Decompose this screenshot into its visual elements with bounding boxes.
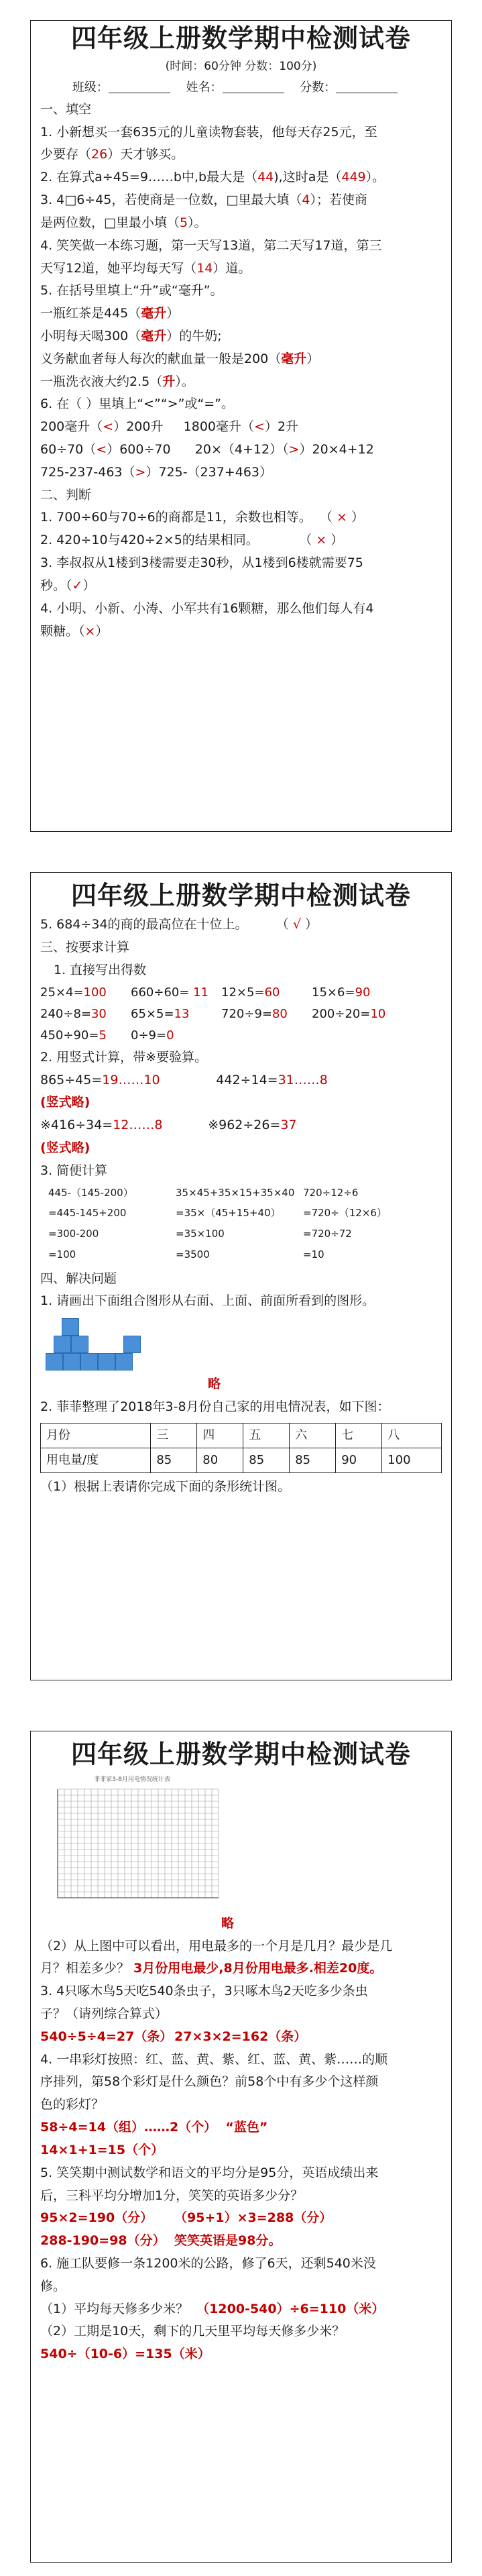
q6-part-2: （2）工期是10天，剩下的几天里平均每天修多少米？ bbox=[40, 2324, 345, 2339]
calc-item: 0÷9=0 bbox=[131, 1028, 174, 1042]
judge-2-answer: × bbox=[316, 533, 327, 548]
q6-row-c: 725-237-463（>）725-（237+463） bbox=[40, 464, 273, 480]
calc-item: 200÷20=10 bbox=[312, 1006, 386, 1021]
q5-item-c: 义务献血者每人每次的献血量一般是200（毫升） bbox=[40, 351, 320, 366]
judge-3-answer: ✓ bbox=[72, 578, 83, 593]
name-label: 姓名： bbox=[186, 80, 223, 95]
calc-item: 65×5=13 bbox=[131, 1006, 190, 1021]
q6-row-b: 60÷70（<）600÷70 20×（4+12）（>）20×4+12 bbox=[40, 442, 374, 457]
q5-line-b: 后，三科平均分增加1分，笑笑的英语多少分？ bbox=[40, 2188, 304, 2203]
q6-part-1: （1）平均每天修多少米？ （1200-540）÷6=110（米） bbox=[40, 2301, 385, 2316]
q2-answer: 3月份用电最少,8月份用电最多.相差20度。 bbox=[133, 1961, 383, 1976]
calc-item: 15×6=90 bbox=[312, 985, 371, 1000]
q3-answer-2: 5 bbox=[179, 215, 188, 230]
vertical-calc-heading: 2. 用竖式计算，带※要验算。 bbox=[40, 1049, 208, 1065]
chart-grid bbox=[42, 1784, 223, 1904]
simple-calc-step: =3500 bbox=[176, 1248, 210, 1260]
vertical-row-1: 865÷45=19……10 442÷14=31……8 bbox=[40, 1072, 328, 1087]
simple-calc-step: =10 bbox=[303, 1248, 324, 1260]
judge-1: 1. 700÷60与70÷6的商都是11，余数也相等。 （ × ） bbox=[40, 510, 364, 525]
judge-5: 5. 684÷34的商的最高位在十位上。 （ √ ） bbox=[40, 917, 318, 932]
simple-calc-step: =300-200 bbox=[48, 1228, 99, 1240]
chart-title: 菲菲家3-8月用电情况统计表 bbox=[94, 1776, 170, 1784]
q5-answer-b: 毫升 bbox=[141, 328, 167, 343]
q3-answer-1: 4 bbox=[302, 193, 310, 208]
simple-calc-step: 720÷12÷6 bbox=[303, 1186, 359, 1199]
blank-bar-chart bbox=[42, 1776, 223, 1913]
q6-line-a: 6. 施工队要修一条1200米的公路，修了6天，还剩540米没 bbox=[40, 2255, 376, 2271]
cube-figure bbox=[40, 1316, 442, 1377]
section-problems: 四、解决问题 bbox=[40, 1271, 117, 1286]
q5-answer-2: 288-190=98（分） 笑笑英语是98分。 bbox=[40, 2233, 282, 2249]
section-fill: 一、填空 bbox=[40, 101, 92, 117]
vertical-row-2: ※416÷34=12……8 ※962÷26=37 bbox=[40, 1118, 297, 1133]
judge-2: 2. 420÷10与420÷2×5的结果相同。 （ × ） bbox=[40, 533, 344, 548]
class-label: 班级： bbox=[72, 80, 109, 95]
q6-answer-c: > bbox=[135, 464, 146, 480]
calc-item: 660÷60= 11 bbox=[131, 985, 209, 1000]
section-judge: 二、判断 bbox=[40, 487, 92, 502]
q1-answer: 26 bbox=[91, 147, 108, 162]
simple-calc-step: =445-145+200 bbox=[48, 1207, 127, 1220]
q4-line-b: 天写12道，她平均每天写（14）道。 bbox=[40, 260, 251, 276]
q5-item-a: 一瓶红茶是445（毫升） bbox=[40, 306, 180, 321]
problem-1-answer: 略 bbox=[208, 1377, 221, 1392]
q6-row-a: 200毫升（<）200升 1800毫升（<）2升 bbox=[40, 419, 299, 435]
simple-calc-step: 445-（145-200） bbox=[48, 1186, 133, 1199]
simple-calc-heading: 3. 简便计算 bbox=[40, 1163, 108, 1178]
simple-calc-grid bbox=[40, 1183, 442, 1265]
q4-answer-1: 58÷4=14（组）……2（个） “蓝色” bbox=[40, 2120, 268, 2135]
calc-grid bbox=[40, 982, 442, 1046]
score-blank bbox=[336, 80, 398, 93]
judge-4-b: 颗糖。（×） bbox=[40, 623, 109, 639]
judge-3-a: 3. 李叔叔从1楼到3楼需要走30秒，从1楼到6楼就需要75 bbox=[40, 555, 363, 571]
name-blank bbox=[223, 80, 284, 93]
q6-answer-b2: > bbox=[288, 442, 300, 457]
simple-calc-step: =720÷72 bbox=[303, 1228, 352, 1240]
table-row: 月份 三 四 五 六 七 八 bbox=[41, 1423, 442, 1448]
q4-line-b: 序排列，第58个彩灯是什么颜色？前58个中有多少个这样颜 bbox=[40, 2074, 379, 2090]
q6-answer-b1: < bbox=[96, 442, 107, 457]
q6-part-2-answer: 540÷（10-6）=135（米） bbox=[40, 2347, 210, 2362]
q3-line-a: 3. 4只啄木鸟5天吃540条虫子，3只啄木鸟2天吃多少条虫 bbox=[40, 1984, 368, 1999]
exam-info: (时间：60分钟 分数：100分) bbox=[165, 60, 317, 74]
student-fields bbox=[40, 77, 442, 99]
page-title: 四年级上册数学期中检测试卷 bbox=[70, 1739, 411, 1769]
calc-item: 25×4=100 bbox=[40, 985, 107, 1000]
section-calc: 三、按要求计算 bbox=[40, 940, 130, 955]
simple-calc-step: 35×45+35×15+35×40 bbox=[176, 1186, 295, 1199]
problem-1: 1. 请画出下面组合图形从右面、上面、前面所看到的图形。 bbox=[40, 1293, 375, 1309]
q6-answer-a2: < bbox=[254, 419, 265, 435]
judge-1-answer: × bbox=[337, 510, 347, 525]
q6-line: 6. 在（ ）里填上“<”“>”或“=”。 bbox=[40, 396, 235, 412]
judge-4-a: 4. 小明、小新、小涛、小军共有16颗糖，那么他们每人有4 bbox=[40, 600, 374, 616]
exam-page-3 bbox=[30, 1731, 452, 2563]
usage-table bbox=[40, 1423, 442, 1473]
q5-line-a: 5. 笑笑期中测试数学和语文的平均分是95分，英语成绩出来 bbox=[40, 2165, 379, 2180]
judge-5-answer: √ bbox=[292, 917, 301, 932]
calc-item: 240÷8=30 bbox=[40, 1006, 107, 1021]
q3-answer: 540÷5÷4=27（条） 27×3×2=162（条） bbox=[40, 2029, 307, 2044]
score-label: 分数： bbox=[300, 80, 337, 95]
page-title: 四年级上册数学期中检测试卷 bbox=[70, 881, 411, 910]
table-row: 用电量/度 85 80 85 85 90 100 bbox=[41, 1448, 442, 1472]
exam-page-1 bbox=[30, 20, 452, 832]
vertical-note-2: (竖式略) bbox=[40, 1140, 91, 1155]
q5-item-b: 小明每天喝300（毫升）的牛奶; bbox=[40, 328, 222, 343]
q5-answer-d: 升 bbox=[162, 374, 176, 389]
simple-calc-step: =35×100 bbox=[176, 1228, 225, 1240]
q6-answer-a1: < bbox=[103, 419, 114, 435]
problem-2: 2. 菲菲整理了2018年3-8月份自己家的用电情况表，如下图： bbox=[40, 1399, 390, 1415]
q2-line: 2. 在算式a÷45=9……b中,b最大是（44),这时a是（449）。 bbox=[40, 170, 385, 185]
q2-line-b: 月？相差多少？ 3月份用电最少,8月份用电最多.相差20度。 bbox=[40, 1961, 383, 1976]
q5-line: 5. 在括号里填上“升”或“毫升”。 bbox=[40, 283, 223, 299]
q2-line-a: （2）从上图中可以看出，用电最多的一个月是几月？最少是几 bbox=[40, 1938, 393, 1953]
judge-3-b: 秒。（✓） bbox=[40, 578, 96, 593]
calc-item: 450÷90=5 bbox=[40, 1028, 107, 1042]
exam-page-2 bbox=[30, 872, 452, 1680]
q2-answer-2: 449 bbox=[341, 170, 366, 185]
q6-part-1-answer: （1200-540）÷6=110（米） bbox=[196, 2301, 385, 2316]
calc-item: 12×5=60 bbox=[221, 985, 280, 1000]
q1-line-a: 1. 小新想买一套635元的儿童读物套装，他每天存25元，至 bbox=[40, 124, 377, 140]
q3-line-a: 3. 4□6÷45，若使商是一位数，□里最大填（4）；若使商 bbox=[40, 193, 367, 208]
q5-answer-a: 毫升 bbox=[141, 306, 167, 321]
q4-line-c: 色的彩灯？ bbox=[40, 2097, 105, 2112]
judge-4-answer: × bbox=[84, 623, 96, 639]
q6-line-b: 修。 bbox=[40, 2278, 66, 2294]
calc-direct-heading: 1. 直接写出得数 bbox=[54, 962, 147, 977]
calc-item: 720÷9=80 bbox=[221, 1006, 288, 1021]
q3-line-b: 是两位数，□里最小填（5）。 bbox=[40, 215, 207, 230]
q5-answer-c: 毫升 bbox=[281, 351, 307, 366]
simple-calc-step: =35×（45+15+40） bbox=[176, 1207, 281, 1220]
q5-item-d: 一瓶洗衣液大约2.5（升）。 bbox=[40, 374, 194, 389]
problem-2-part-1: （1）根据上表请你完成下面的条形统计图。 bbox=[40, 1479, 291, 1494]
q1-line-b: 少要存（26）天才够买。 bbox=[40, 147, 184, 162]
chart-answer: 略 bbox=[221, 1915, 234, 1931]
q4-answer-2: 14×1+1=15（个） bbox=[40, 2142, 164, 2157]
class-blank bbox=[109, 80, 170, 93]
q4-color-answer: “蓝色” bbox=[225, 2120, 268, 2135]
q4-answer: 14 bbox=[196, 260, 213, 276]
vertical-note-1: (竖式略) bbox=[40, 1095, 91, 1110]
q4-line-a: 4. 一串彩灯按照：红、蓝、黄、紫、红、蓝、黄、紫……的顺 bbox=[40, 2051, 388, 2067]
page-title: 四年级上册数学期中检测试卷 bbox=[70, 23, 411, 53]
simple-calc-step: =720÷（12×6） bbox=[303, 1207, 387, 1220]
q3-line-b: 子？（请列综合算式） bbox=[40, 2006, 168, 2022]
q4-line-a: 4. 笑笑做一本练习题，第一天写13道，第二天写17道，第三 bbox=[40, 237, 382, 253]
simple-calc-step: =100 bbox=[48, 1248, 76, 1260]
q2-answer-1: 44 bbox=[257, 170, 274, 185]
q5-answer-1: 95×2=190（分） （95+1）×3=288（分） bbox=[40, 2210, 333, 2226]
